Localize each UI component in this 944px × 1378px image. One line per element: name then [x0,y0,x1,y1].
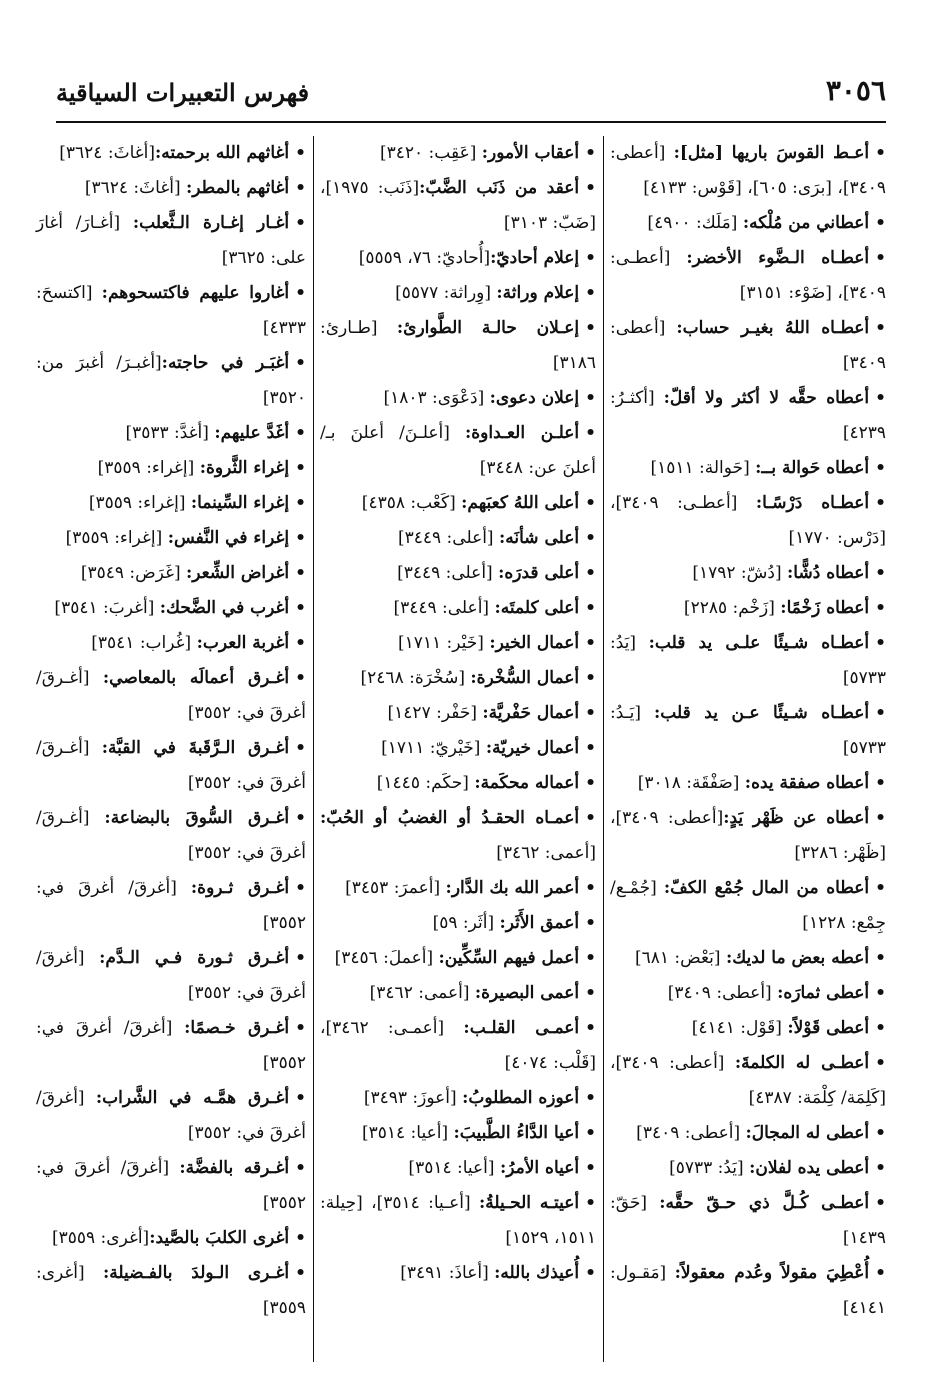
entry-reference: [أعلى: ٣٤٤٩] [397,528,499,548]
index-column-middle [320,136,596,1362]
bullet-icon: • [585,1158,596,1178]
bullet-icon: • [875,318,886,338]
index-entry [320,661,596,696]
index-entry [610,1256,886,1326]
bullet-icon: • [295,738,306,758]
index-entry [610,766,886,801]
bullet-icon: • [875,703,886,723]
index-entry [610,381,886,451]
entry-term: أعمل فيهم السِّكِّين: [438,948,580,968]
index-entry [320,906,596,941]
bullet-icon: • [295,1263,306,1283]
page-number: ٣٠٥٦ [825,74,886,107]
index-column-left [36,136,306,1362]
index-entry [610,206,886,241]
entry-reference: [أعيا: ٣٥١٤] [361,1123,454,1143]
index-entry [36,591,306,626]
index-columns [36,136,887,1362]
entry-term: أغـرق همَّـه في الشَّراب: [95,1088,290,1108]
entry-reference: [أعوزَ: ٣٤٩٣] [363,1088,463,1108]
entry-term: أغَدَّ عليهم: [214,423,290,443]
index-entry [36,1011,306,1081]
bullet-icon: • [295,423,306,443]
entry-reference: [أعطى: ٣٤٠٩] [636,1123,746,1143]
index-entry [36,731,306,801]
entry-reference: [أغدَّ: ٣٥٣٣] [125,423,215,443]
entry-term: أعمق الأَثَر: [499,913,580,933]
index-entry [610,941,886,976]
bullet-icon: • [585,563,596,583]
entry-reference: [أعمـى: ٣٤٦٢]، [قَلْب: ٤٠٧٤] [320,1018,596,1073]
entry-term: أغـار إغـارة الـثَّعلب: [132,213,290,233]
index-entry [36,1221,306,1256]
entry-term: أغبَـر في حاجته: [161,353,290,373]
bullet-icon: • [585,913,596,933]
index-entry [320,311,596,381]
entry-reference: [اكتسحَ: ٤٣٣٣] [36,283,306,338]
entry-reference: [خَيْر: ١٧١١] [397,633,490,653]
entry-term: أعلى قدرَه: [498,563,580,583]
index-entry [36,871,306,941]
entry-term: أعطى قَوْلاً: [787,1018,870,1038]
bullet-icon: • [295,598,306,618]
entry-reference: [يَدُ: ٥٧٣٣] [669,1158,750,1178]
bullet-icon: • [295,948,306,968]
entry-term: أعوزه المطلوبُ: [462,1088,580,1108]
bullet-icon: • [875,878,886,898]
entry-term: أغاروا عليهم فاكتسحوهم: [101,283,290,303]
index-entry [36,661,306,731]
index-entry [320,1151,596,1186]
index-entry [320,486,596,521]
bullet-icon: • [585,773,596,793]
bullet-icon: • [295,458,306,478]
entry-term: أعلى كلمتَه: [494,598,580,618]
entry-term: أعطى له المجالَ: [745,1123,870,1143]
index-entry [320,241,596,276]
running-title: فهرس التعبيرات السياقية [56,78,310,107]
entry-term: إعلام أحاديّ: [490,248,580,268]
entry-reference: [حَوالة: ١٥١١] [650,458,756,478]
entry-reference: [خَيْريّ: ١٧١١] [381,738,486,758]
entry-reference: [أعطى: ٣٤٠٩] [610,318,886,373]
bullet-icon: • [875,983,886,1003]
entry-reference: [أعاذَ: ٣٤٩١] [400,1263,495,1283]
entry-term: إعلان دعوى: [489,388,580,408]
index-entry [36,486,306,521]
bullet-icon: • [585,948,596,968]
index-entry [610,486,886,556]
index-entry [610,1186,886,1256]
entry-reference: [مَلَك: ٤٩٠٠] [647,213,743,233]
entry-reference: [أغاثَ: ٣٦٢٤] [59,143,155,163]
bullet-icon: • [585,598,596,618]
index-entry [36,171,306,206]
bullet-icon: • [875,1123,886,1143]
entry-term: أعياه الأمرُ: [499,1158,580,1178]
bullet-icon: • [875,633,886,653]
bullet-icon: • [585,633,596,653]
index-entry [36,451,306,486]
index-entry [36,801,306,871]
entry-reference: [حَفْر: ١٤٢٧] [387,703,483,723]
index-entry [610,451,886,486]
bullet-icon: • [875,458,886,478]
entry-term: أعطه بعض ما لديك: [725,948,870,968]
entry-term: أعطاه صفقة يده: [744,773,870,793]
bullet-icon: • [875,808,886,828]
entry-term: أعقد من ذَنَب الضَّبّ: [419,178,580,198]
entry-reference: [مَقـول: ٤١٤١] [610,1263,886,1318]
bullet-icon: • [875,948,886,968]
entry-reference: [أكثـرُ: ٤٢٣٩] [610,388,886,443]
bullet-icon: • [295,668,306,688]
entry-reference: [عَقِب: ٣٤٢٠] [379,143,482,163]
entry-reference: [يَـدُ: ٥٧٣٣] [610,703,886,758]
entry-term: أعطـى له الكلمةَ: [734,1053,870,1073]
entry-term: أعيتـه الحـيلةُ: [479,1193,580,1213]
bullet-icon: • [875,1018,886,1038]
entry-reference: [زَخْم: ٢٢٨٥] [683,598,781,618]
entry-reference: [أعمى: ٣٤٦٢] [369,983,475,1003]
index-entry [610,1011,886,1046]
bullet-icon: • [295,283,306,303]
entry-reference: [أعمرَ: ٣٤٥٣] [345,878,446,898]
bullet-icon: • [585,248,596,268]
entry-reference: [بَعْض: ٦٨١] [634,948,726,968]
index-entry [610,626,886,696]
bullet-icon: • [585,493,596,513]
bullet-icon: • [295,1088,306,1108]
entry-term: أعيا الدَّاءُ الطَّبيبَ: [453,1123,580,1143]
entry-reference: [أغـارَ/ أغارَ على: ٣٦٢٥] [36,213,306,268]
entry-term: أعطاه من المال جُمْع الكفّ: [663,878,870,898]
bullet-icon: • [875,143,886,163]
entry-term: أعطـاه دَرْسًـا: [755,493,870,513]
entry-reference: [أعطـى: ٣٤٠٩]، [ضَوْء: ٣١٥١] [610,248,886,303]
entry-term: أغراض الشِّعر: [186,563,290,583]
index-entry [36,1081,306,1151]
entry-reference: [أغرى: ٣٥٥٩] [36,1263,306,1318]
entry-term: أعمـى القلـب: [463,1018,580,1038]
entry-reference: [أعلـنَ/ أعلنَ بـ/ أعلنَ عن: ٣٤٤٨] [320,423,596,478]
index-entry [36,416,306,451]
entry-term: أعمـاه الحقـدُ أو الغضبُ أو الحُبّ: [320,808,580,828]
entry-term: أعطـاه اللهُ بغيـر حساب: [676,318,870,338]
entry-term: أغاثهم الله برحمته: [155,143,290,163]
entry-term: أعطـاه شـيئًا عـن يد قلب: [654,703,870,723]
index-entry [320,521,596,556]
index-entry [320,1116,596,1151]
entry-term: أعلـن العـداوة: [464,423,580,443]
index-entry [610,591,886,626]
bullet-icon: • [875,773,886,793]
entry-reference: [طـارئ: ٣١٨٦] [320,318,596,373]
entry-term: أعطاه حقَّه لا أكثر ولا أقلّ: [663,388,870,408]
bullet-icon: • [295,563,306,583]
entry-reference: [أغـرقَ/ أغرقَ في: ٣٥٥٢] [36,668,306,723]
column-divider [313,136,314,1362]
entry-reference: [أعطى: ٣٤٠٩]، [كَلِمَة/ كِلْمَة: ٤٣٨٧] [610,1053,886,1108]
index-entry [610,871,886,941]
index-entry [36,276,306,346]
entry-reference: [إغراء: ٣٥٥٩] [65,528,168,548]
column-divider [603,136,604,1362]
index-entry [610,801,886,871]
index-entry [610,311,886,381]
bullet-icon: • [295,633,306,653]
entry-term: أعطاه عن ظَهْر يَدٍ: [723,808,870,828]
bullet-icon: • [585,878,596,898]
entry-term: أعطى ثمارَه: [777,983,870,1003]
entry-reference: [جُمْـع/ جِمْع: ١٢٢٨] [610,878,886,933]
bullet-icon: • [295,878,306,898]
bullet-icon: • [585,808,596,828]
bullet-icon: • [585,1263,596,1283]
entry-term: أعماله محكَمة: [474,773,580,793]
index-entry [320,416,596,486]
index-column-right [610,136,886,1362]
index-entry [36,1151,306,1221]
bullet-icon: • [875,248,886,268]
entry-reference: [أغاثَ: ٣٦٢٤] [84,178,186,198]
entry-reference: [أعلى: ٣٤٤٩] [397,563,499,583]
index-entry [610,1046,886,1116]
entry-reference: [أعطى: ٣٤٠٩]، [ظَهْر: ٣٢٨٦] [610,808,886,863]
bullet-icon: • [585,388,596,408]
index-entry [610,241,886,311]
bullet-icon: • [295,1018,306,1038]
bullet-icon: • [585,143,596,163]
index-entry [36,941,306,1011]
index-entry [36,1256,306,1326]
entry-reference: [يَدُ: ٥٧٣٣] [610,633,886,688]
index-entry [320,801,596,871]
index-entry [610,696,886,766]
bullet-icon: • [585,318,596,338]
entry-term: أعمى البصيرة: [474,983,580,1003]
index-entry [610,556,886,591]
index-entry [320,1081,596,1116]
bullet-icon: • [295,143,306,163]
entry-term: إعـلان حالـة الطَّوارئ: [396,318,580,338]
bullet-icon: • [585,283,596,303]
entry-reference: [أغرقَ/ أغرقَ في: ٣٥٥٢] [36,948,306,1003]
bullet-icon: • [585,178,596,198]
entry-reference: [أغـرقَ/ أغرقَ في: ٣٥٥٢] [36,808,306,863]
index-entry [610,136,886,206]
index-entry [320,731,596,766]
entry-term: أعمال السُّخْرة: [470,668,580,688]
index-entry [36,521,306,556]
index-entry [320,1011,596,1081]
bullet-icon: • [295,1158,306,1178]
entry-term: أغرب في الضَّحك: [159,598,290,618]
index-entry [36,206,306,276]
index-entry [320,171,596,241]
entry-term: أغـرق ثـورة فـي الـدَّم: [99,948,290,968]
entry-term: أعمر الله بك الدَّار: [445,878,580,898]
bullet-icon: • [585,1088,596,1108]
bullet-icon: • [295,178,306,198]
entry-term: أُعيذك بالله: [494,1263,580,1283]
bullet-icon: • [295,528,306,548]
bullet-icon: • [295,1228,306,1248]
header-rule [56,121,886,123]
bullet-icon: • [295,493,306,513]
entry-term: أعلى اللهُ كعبَهم: [461,493,580,513]
index-entry [320,976,596,1011]
entry-reference: [أغرقَ/ أغرقَ في: ٣٥٥٢] [36,1018,306,1073]
entry-term: أعطاه حَوالة بــ: [755,458,870,478]
entry-term: أعطـاه الـضَّوء الأخضر: [686,248,870,268]
bullet-icon: • [585,703,596,723]
entry-term: إغراء السِّينما: [190,493,290,513]
bullet-icon: • [585,423,596,443]
index-entry [36,556,306,591]
bullet-icon: • [585,738,596,758]
entry-reference: [أغـرقَ/ أغرقَ في: ٣٥٥٢] [36,738,306,793]
entry-term: أغـرق أعمالَه بالمعاصي: [102,668,290,688]
entry-reference: [إغراء: ٣٥٥٩] [88,493,191,513]
entry-term: أعطاه زَخْمًا: [780,598,870,618]
bullet-icon: • [875,388,886,408]
entry-reference: [أغرى: ٣٥٥٩] [51,1228,150,1248]
entry-reference: [وِراثة: ٥٥٧٧] [395,283,497,303]
bullet-icon: • [585,1018,597,1038]
entry-term: أعمال حَفْريَّة: [482,703,580,723]
entry-reference: [أغرقَ/ أغرقَ في: ٣٥٥٢] [36,1158,306,1213]
entry-term: أغـرى الـولدَ بالفـضيلة: [102,1263,290,1283]
index-entry [320,556,596,591]
bullet-icon: • [875,493,886,513]
index-entry [320,871,596,906]
entry-reference: [أعطى: ٣٤٠٩]، [برَى: ٦٠٥]، [قَوْس: ٤١٣٣] [610,143,886,198]
index-entry [610,976,886,1011]
bullet-icon: • [875,563,886,583]
entry-term: أعطى يده لفلان: [749,1158,870,1178]
entry-reference: [أعلى: ٣٤٤٩] [393,598,495,618]
entry-reference: [أعمى: ٣٤٦٢] [496,843,596,863]
entry-reference: [أغرقَ/ أغرقَ في: ٣٥٥٢] [36,1088,306,1143]
bullet-icon: • [875,1263,886,1283]
bullet-icon: • [875,598,886,618]
index-entry [320,1186,596,1256]
index-entry [320,591,596,626]
entry-reference: [أغبـرَ/ أغبرَ من: ٣٥٢٠] [36,353,306,408]
index-entry [36,136,306,171]
entry-reference: [دَعْوَى: ١٨٠٣] [383,388,490,408]
entry-reference: [سُخْرَة: ٢٤٦٨] [360,668,471,688]
bullet-icon: • [585,983,596,1003]
entry-reference: [حَقّ: ١٤٣٩] [610,1193,886,1248]
entry-term: أغربة العرب: [196,633,290,653]
entry-term: أغـرق خـصمًا: [184,1018,290,1038]
index-entry [36,346,306,416]
entry-term: إغراء في النَّفس: [167,528,290,548]
entry-term: أغـرق ثـروة: [190,878,290,898]
bullet-icon: • [875,1158,886,1178]
bullet-icon: • [585,1123,596,1143]
index-entry [320,1256,596,1291]
index-entry [320,136,596,171]
index-entry [320,696,596,731]
entry-term: أغـرق الـرَّقَبةَ في القبَّة: [101,738,290,758]
index-entry [610,1151,886,1186]
entry-reference: [إغراء: ٣٥٥٩] [97,458,200,478]
entry-reference: [كَعْب: ٤٣٥٨] [361,493,462,513]
entry-term: أعلى شأنَه: [498,528,580,548]
entry-term: أغرى الكلبَ بالصَّيد: [149,1228,290,1248]
entry-term: أعمال خيريّة: [485,738,580,758]
index-entry [320,381,596,416]
entry-term: أغـرقه بالفضَّة: [179,1158,290,1178]
entry-reference: [أعملَ: ٣٤٥٦] [334,948,439,968]
page-header [56,68,886,118]
entry-term: أُعْطِيَ مقولاً وعُدم معقولاً: [674,1263,870,1283]
entry-term: أعطاني من مُلْكه: [742,213,870,233]
index-entry [320,941,596,976]
entry-term: أعطـاه شـيئًا علـى يد قلب: [648,633,870,653]
entry-reference: [أعطى: ٣٤٠٩] [667,983,778,1003]
bullet-icon: • [875,1053,887,1073]
index-entry [36,626,306,661]
entry-reference: [غُراب: ٣٥٤١] [91,633,197,653]
entry-term: أعطـى كُـلَّ ذي حـقّ حقَّه: [659,1193,870,1213]
entry-reference: [حكَم: ١٤٤٥] [376,773,475,793]
entry-term: أغـرق السُّوقَ بالبضاعة: [104,808,290,828]
entry-reference: [أعطـى: ٣٤٠٩]، [دَرْس: ١٧٧٠] [610,493,886,548]
entry-term: أعطاه دُشًّا: [787,563,870,583]
entry-reference: [أغرقَ/ أغرقَ في: ٣٥٥٢] [36,878,306,933]
index-entry [320,766,596,801]
bullet-icon: • [585,528,596,548]
entry-term: إعلام وراثة: [496,283,580,303]
entry-reference: [ذَنَب: ١٩٧٥]، [ضَبّ: ٣١٠٣] [320,178,596,233]
bullet-icon: • [585,668,596,688]
bullet-icon: • [295,213,306,233]
index-entry [610,1116,886,1151]
entry-term: أعقاب الأمور: [481,143,580,163]
bullet-icon: • [585,1193,596,1213]
bullet-icon: • [295,808,306,828]
index-entry [320,626,596,661]
entry-term: أغاثهم بالمطر: [186,178,290,198]
entry-reference: [دُشّ: ١٧٩٢] [692,563,788,583]
bullet-icon: • [875,1193,886,1213]
entry-term: أعمال الخير: [489,633,580,653]
entry-reference: [أُحاديّ: ٧٦، ٥٥٥٩] [358,248,491,268]
entry-reference: [قَوْل: ٤١٤١] [691,1018,788,1038]
index-entry [320,276,596,311]
entry-reference: [غَرَض: ٣٥٤٩] [80,563,186,583]
entry-term: إغراء الثَّروة: [199,458,290,478]
entry-reference: [أثَر: ٥٩] [432,913,500,933]
entry-reference: [أغربَ: ٣٥٤١] [54,598,160,618]
bullet-icon: • [295,353,306,373]
entry-reference: [أعيا: ٣٥١٤] [408,1158,500,1178]
entry-term: أعـط القوسَ باريها [مثل]: [673,143,870,163]
entry-reference: [صَفْقَة: ٣٠١٨] [637,773,745,793]
bullet-icon: • [875,213,886,233]
entry-reference: [أعـيا: ٣٥١٤]، [حِيلة: ١٥١١، ١٥٢٩] [320,1193,596,1248]
